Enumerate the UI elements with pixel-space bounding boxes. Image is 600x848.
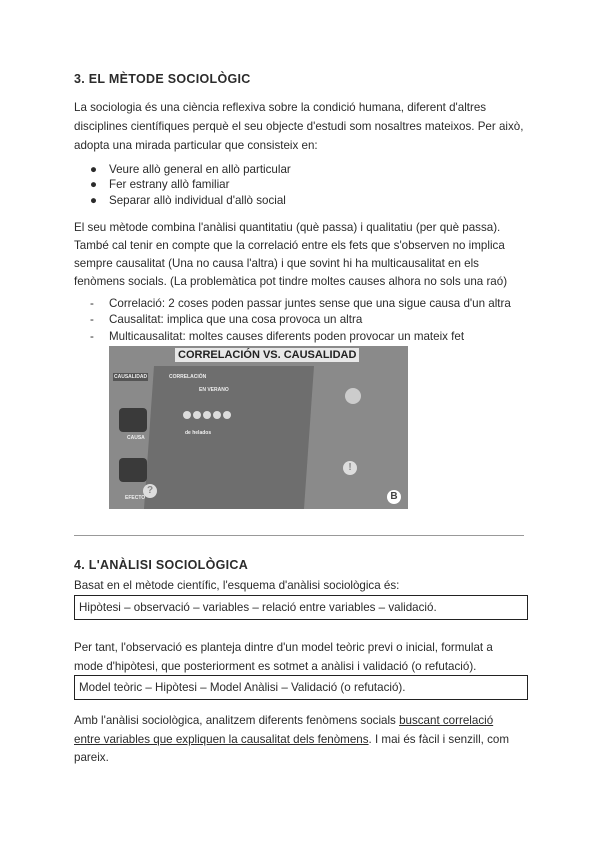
bullet-item: ● Separar allò individual d'allò social — [90, 194, 286, 207]
analysis-scheme-box: Hipòtesi – observació – variables – relació entre variables – validació. — [74, 595, 528, 620]
ice-cream-icon — [183, 411, 191, 419]
sun-icon — [345, 388, 361, 404]
bullet-icon: ● — [90, 163, 98, 176]
pot-icon — [119, 408, 147, 432]
ice-cream-icon — [203, 411, 211, 419]
dash-icon: - — [90, 313, 94, 326]
dash-item: - Correlació: 2 coses poden passar juntes sense que una sigue causa d'un altra — [90, 297, 511, 310]
paragraph-line: Amb l'anàlisi sociològica, analitzem diferents fenòmens socials buscant correlació — [74, 714, 494, 727]
ice-cream-icon — [223, 411, 231, 419]
bullet-item: ● Veure allò general en allò particular — [90, 163, 291, 176]
bullet-icon: ● — [90, 194, 98, 207]
paragraph-line: El seu mètode combina l'anàlisi quantitatiu (què passa) i qualitatiu (per què passa). — [74, 221, 501, 234]
bullet-item: ● Fer estrany allò familiar — [90, 178, 230, 191]
dash-item: - Causalitat: implica que una cosa provoca un altra — [90, 313, 363, 326]
divider — [74, 535, 524, 536]
paragraph-line: fenòmens socials. (La problemàtica pot tindre moltes causes alhora no sols una raó) — [74, 275, 508, 288]
paragraph-line: mode d'hipòtesi, que posteriorment es sotmet a anàlisi i validació (o refutació). — [74, 660, 477, 673]
helados-label: de helados — [185, 430, 212, 436]
ice-cream-icon — [213, 411, 221, 419]
paragraph-line: entre variables que expliquen la causalitat dels fenòmens. I mai és fàcil i senzill, com — [74, 733, 509, 746]
correlation-vs-causation-infographic — [109, 346, 408, 509]
pot-icon — [119, 458, 147, 482]
correlacion-label: CORRELACIÓN — [169, 374, 207, 380]
paragraph-line: pareix. — [74, 751, 109, 764]
paragraph-line: sempre causalitat (Una no causa l'altra) i que sovint hi ha multicausalitat en els — [74, 257, 479, 270]
causa-label: CAUSA — [127, 435, 145, 441]
causalidad-label: CAUSALIDAD — [114, 374, 148, 380]
paragraph-line: La sociologia és una ciència reflexiva sobre la condició humana, diferent d'altres — [74, 101, 487, 114]
bullet-icon: ● — [90, 178, 98, 191]
theoretical-model-box: Model teòric – Hipòtesi – Model Anàlisi – Validació (o refutació). — [74, 675, 528, 700]
section-4-heading: 4. L'ANÀLISI SOCIOLÒGICA — [74, 558, 249, 572]
infographic-title: CORRELACIÓN VS. CAUSALIDAD — [175, 348, 359, 362]
infographic-middle-panel — [144, 366, 314, 509]
verano-label: EN VERANO — [199, 387, 229, 393]
paragraph-line: disciplines científiques perquè el seu objecte d'estudi som nosaltres mateixos. Per això, — [74, 120, 524, 133]
dash-item: - Multicausalitat: moltes causes diferents poden provocar un mateix fet — [90, 330, 465, 343]
question-icon: ? — [143, 484, 157, 498]
ice-cream-icon — [193, 411, 201, 419]
logo-icon: B — [387, 490, 401, 504]
section-3-heading: 3. EL MÈTODE SOCIOLÒGIC — [74, 72, 251, 86]
efecto-label: EFECTO — [125, 495, 146, 501]
paragraph-line: També cal tenir en compte que la correlació entre els fets que s'observen no implica — [74, 239, 505, 252]
paragraph-line: adopta una mirada particular que consisteix en: — [74, 139, 318, 152]
dash-icon: - — [90, 297, 94, 310]
warning-icon: ! — [343, 461, 357, 475]
paragraph-line: Basat en el mètode científic, l'esquema d'anàlisi sociològica és: — [74, 579, 400, 592]
paragraph-line: Per tant, l'observació es planteja dintre d'un model teòric previ o inicial, formulat a — [74, 641, 493, 654]
dash-icon: - — [90, 330, 94, 343]
